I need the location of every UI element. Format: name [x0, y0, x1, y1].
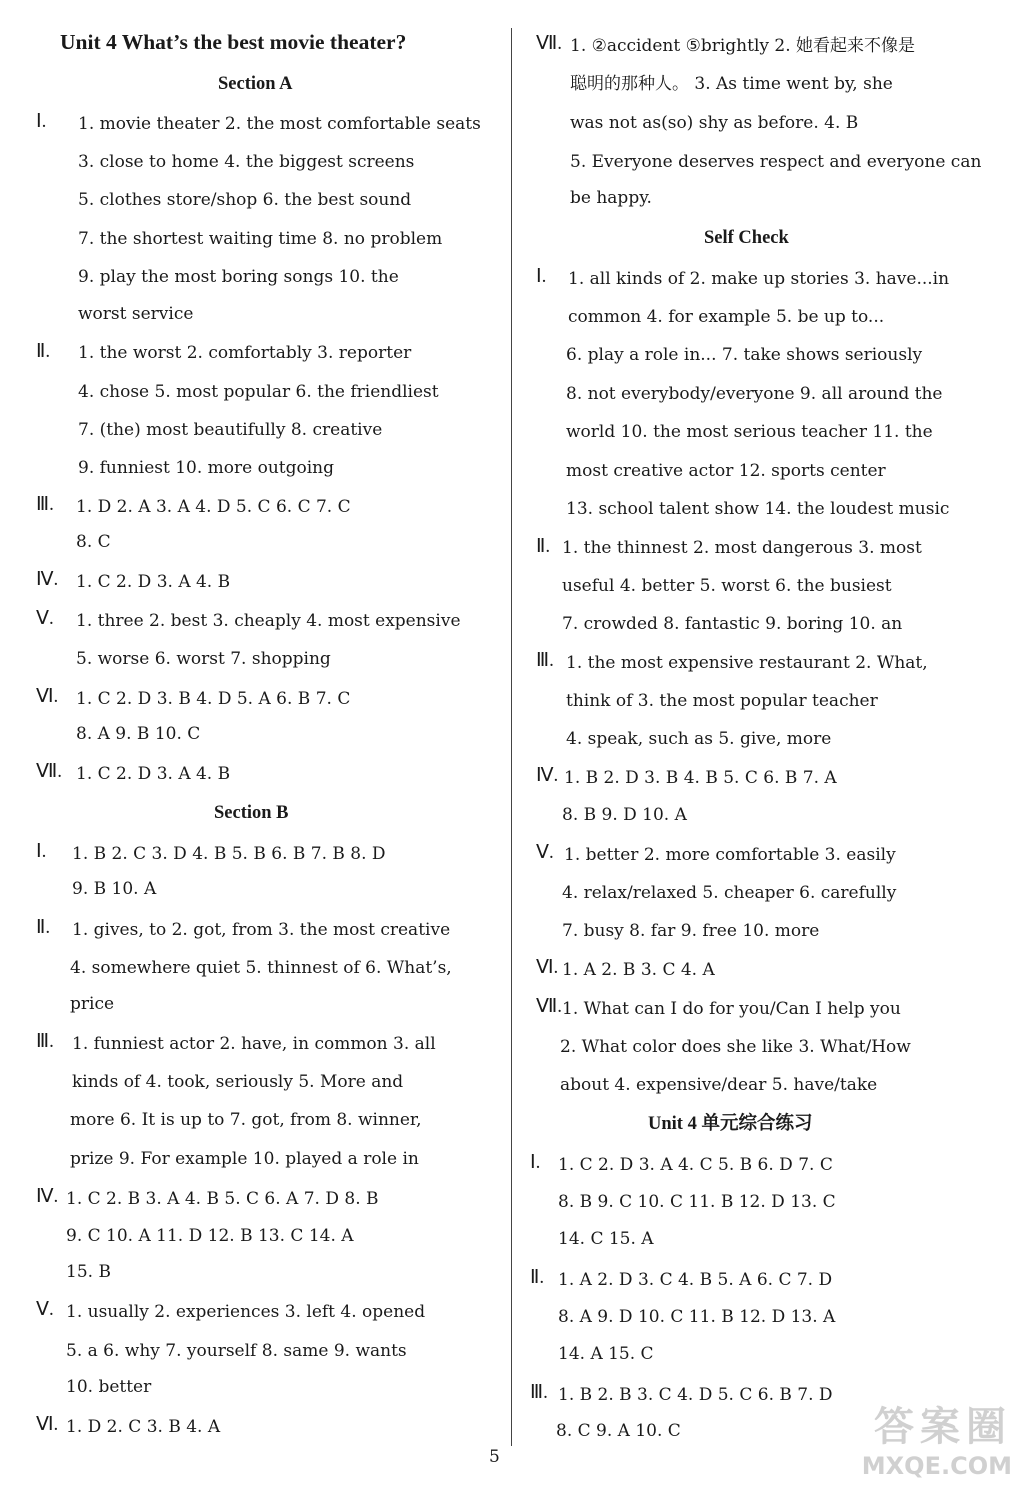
- section-numeral: Ⅵ.: [36, 686, 59, 707]
- section-numeral: Ⅳ.: [36, 1186, 59, 1207]
- answer-line: 9. B 10. A: [72, 879, 157, 899]
- answer-line: 7. crowded 8. fantastic 9. boring 10. an: [562, 614, 903, 634]
- section-numeral: Ⅵ.: [536, 957, 559, 978]
- answer-line: world 10. the most serious teacher 11. the: [566, 422, 933, 442]
- answer-line: 4. speak, such as 5. give, more: [566, 729, 832, 749]
- answer-line: be happy.: [570, 188, 652, 208]
- answer-line: useful 4. better 5. worst 6. the busiest: [562, 576, 892, 596]
- answer-line: worst service: [78, 304, 194, 324]
- answer-line: 1. A 2. B 3. C 4. A: [562, 960, 715, 980]
- watermark-url: MXQE.COM: [861, 1452, 1012, 1480]
- section-numeral: Ⅳ.: [36, 569, 59, 590]
- answer-line: 5. a 6. why 7. yourself 8. same 9. wants: [66, 1341, 407, 1361]
- answer-line: 5. Everyone deserves respect and everyone can: [570, 152, 982, 172]
- answer-line: 1. gives, to 2. got, from 3. the most creative: [72, 920, 451, 940]
- answer-line: 2. What color does she like 3. What/How: [560, 1037, 911, 1057]
- title: Unit 4 What’s the best movie theater?: [60, 30, 407, 54]
- section-numeral: Ⅰ.: [36, 841, 47, 862]
- answer-line: 14. C 15. A: [558, 1229, 654, 1249]
- section-numeral: Ⅲ.: [36, 494, 54, 515]
- answer-line: 1. D 2. C 3. B 4. A: [66, 1417, 221, 1437]
- answer-line: 8. A 9. B 10. C: [76, 724, 201, 744]
- answer-line: 1. the worst 2. comfortably 3. reporter: [78, 343, 412, 363]
- answer-line: 1. the most expensive restaurant 2. What,: [566, 653, 928, 673]
- answer-line: kinds of 4. took, seriously 5. More and: [72, 1072, 404, 1092]
- watermark-title: 答案圈: [874, 1404, 1012, 1450]
- section-numeral: Ⅶ.: [36, 761, 63, 782]
- answer-line: 7. busy 8. far 9. free 10. more: [562, 921, 820, 941]
- answer-line: 8. A 9. D 10. C 11. B 12. D 13. A: [558, 1307, 836, 1327]
- section-numeral: Ⅵ.: [36, 1414, 59, 1435]
- section-numeral: Ⅰ.: [36, 111, 47, 132]
- answer-line: 4. somewhere quiet 5. thinnest of 6. What’s,: [70, 958, 452, 978]
- section-numeral: Ⅱ.: [36, 917, 51, 938]
- section-numeral: Ⅰ.: [536, 266, 547, 287]
- answer-line: prize 9. For example 10. played a role in: [70, 1149, 419, 1169]
- answer-line: 1. C 2. D 3. B 4. D 5. A 6. B 7. C: [76, 689, 351, 709]
- section-numeral: Ⅴ.: [536, 842, 554, 863]
- watermark-logo: [862, 1395, 1012, 1480]
- answer-line: 7. the shortest waiting time 8. no problem: [78, 229, 443, 249]
- answer-line: 8. C: [76, 532, 111, 552]
- answer-line: 1. three 2. best 3. cheaply 4. most expensive: [76, 611, 461, 631]
- section-numeral: Ⅴ.: [36, 1299, 54, 1320]
- answer-line: 1. C 2. B 3. A 4. B 5. C 6. A 7. D 8. B: [66, 1189, 379, 1209]
- answer-line: 6. play a role in... 7. take shows seriously: [566, 345, 923, 365]
- answer-line: 1. all kinds of 2. make up stories 3. have...in: [568, 269, 950, 289]
- answer-line: 9. play the most boring songs 10. the: [78, 267, 399, 287]
- answer-line: 1. funniest actor 2. have, in common 3. all: [72, 1034, 436, 1054]
- answer-line: 4. chose 5. most popular 6. the friendliest: [78, 382, 439, 402]
- section-numeral: Ⅲ.: [536, 650, 554, 671]
- answer-line: 14. A 15. C: [558, 1344, 654, 1364]
- heading: Section A: [218, 74, 293, 94]
- answer-line: 9. funniest 10. more outgoing: [78, 458, 335, 478]
- answer-line: 9. C 10. A 11. D 12. B 13. C 14. A: [66, 1226, 354, 1246]
- section-numeral: Ⅶ.: [536, 996, 563, 1017]
- answer-line: 8. B 9. D 10. A: [562, 805, 687, 825]
- answer-line: 13. school talent show 14. the loudest music: [566, 499, 950, 519]
- answer-line: 1. C 2. D 3. A 4. B: [76, 572, 231, 592]
- answer-line: 1. B 2. C 3. D 4. B 5. B 6. B 7. B 8. D: [72, 844, 386, 864]
- answer-line: 1. movie theater 2. the most comfortable seats: [78, 114, 481, 134]
- heading: Self Check: [704, 228, 789, 248]
- answer-line: 1. C 2. D 3. A 4. C 5. B 6. D 7. C: [558, 1155, 833, 1175]
- answer-line: 1. B 2. B 3. C 4. D 5. C 6. B 7. D: [558, 1385, 833, 1405]
- answer-line: 1. A 2. D 3. C 4. B 5. A 6. C 7. D: [558, 1270, 833, 1290]
- page-number: 5: [489, 1447, 500, 1467]
- column-divider: [511, 28, 512, 1446]
- answer-line: 4. relax/relaxed 5. cheaper 6. carefully: [562, 883, 897, 903]
- section-numeral: Ⅶ.: [536, 33, 563, 54]
- answer-line: 15. B: [66, 1262, 111, 1282]
- section-numeral: Ⅱ.: [36, 341, 51, 362]
- answer-line: 5. worse 6. worst 7. shopping: [76, 649, 331, 669]
- answer-line: 8. C 9. A 10. C: [556, 1421, 681, 1441]
- heading: Section B: [214, 803, 289, 823]
- answer-line: more 6. It is up to 7. got, from 8. winner,: [70, 1110, 422, 1130]
- answer-line: 10. better: [66, 1377, 152, 1397]
- heading: Unit 4 单元综合练习: [648, 1114, 813, 1134]
- answer-line: 1. C 2. D 3. A 4. B: [76, 764, 231, 784]
- section-numeral: Ⅲ.: [36, 1031, 54, 1052]
- answer-line: 8. B 9. C 10. C 11. B 12. D 13. C: [558, 1192, 836, 1212]
- section-numeral: Ⅴ.: [36, 608, 54, 629]
- answer-line: 1. better 2. more comfortable 3. easily: [564, 845, 896, 865]
- answer-line: 1. the thinnest 2. most dangerous 3. most: [562, 538, 922, 558]
- answer-line: 1. B 2. D 3. B 4. B 5. C 6. B 7. A: [564, 768, 837, 788]
- answer-line: think of 3. the most popular teacher: [566, 691, 878, 711]
- answer-line: 1. ②accident ⑤brightly 2. 她看起来不像是: [570, 36, 916, 56]
- section-numeral: Ⅰ.: [530, 1152, 541, 1173]
- answer-line: 聪明的那种人。 3. As time went by, she: [570, 74, 893, 94]
- answer-line: common 4. for example 5. be up to...: [568, 307, 885, 327]
- section-numeral: Ⅱ.: [536, 536, 551, 557]
- answer-line: 7. (the) most beautifully 8. creative: [78, 420, 383, 440]
- answer-line: was not as(so) shy as before. 4. B: [570, 113, 859, 133]
- answer-line: 1. What can I do for you/Can I help you: [562, 999, 901, 1019]
- answer-line: most creative actor 12. sports center: [566, 461, 886, 481]
- answer-line: 5. clothes store/shop 6. the best sound: [78, 190, 412, 210]
- answer-line: 1. usually 2. experiences 3. left 4. opened: [66, 1302, 426, 1322]
- answer-line: about 4. expensive/dear 5. have/take: [560, 1075, 878, 1095]
- answer-line: 8. not everybody/everyone 9. all around the: [566, 384, 943, 404]
- section-numeral: Ⅱ.: [530, 1267, 545, 1288]
- section-numeral: Ⅳ.: [536, 765, 559, 786]
- answer-line: 1. D 2. A 3. A 4. D 5. C 6. C 7. C: [76, 497, 351, 517]
- answer-line: price: [70, 994, 115, 1014]
- answer-line: 3. close to home 4. the biggest screens: [78, 152, 415, 172]
- section-numeral: Ⅲ.: [530, 1382, 548, 1403]
